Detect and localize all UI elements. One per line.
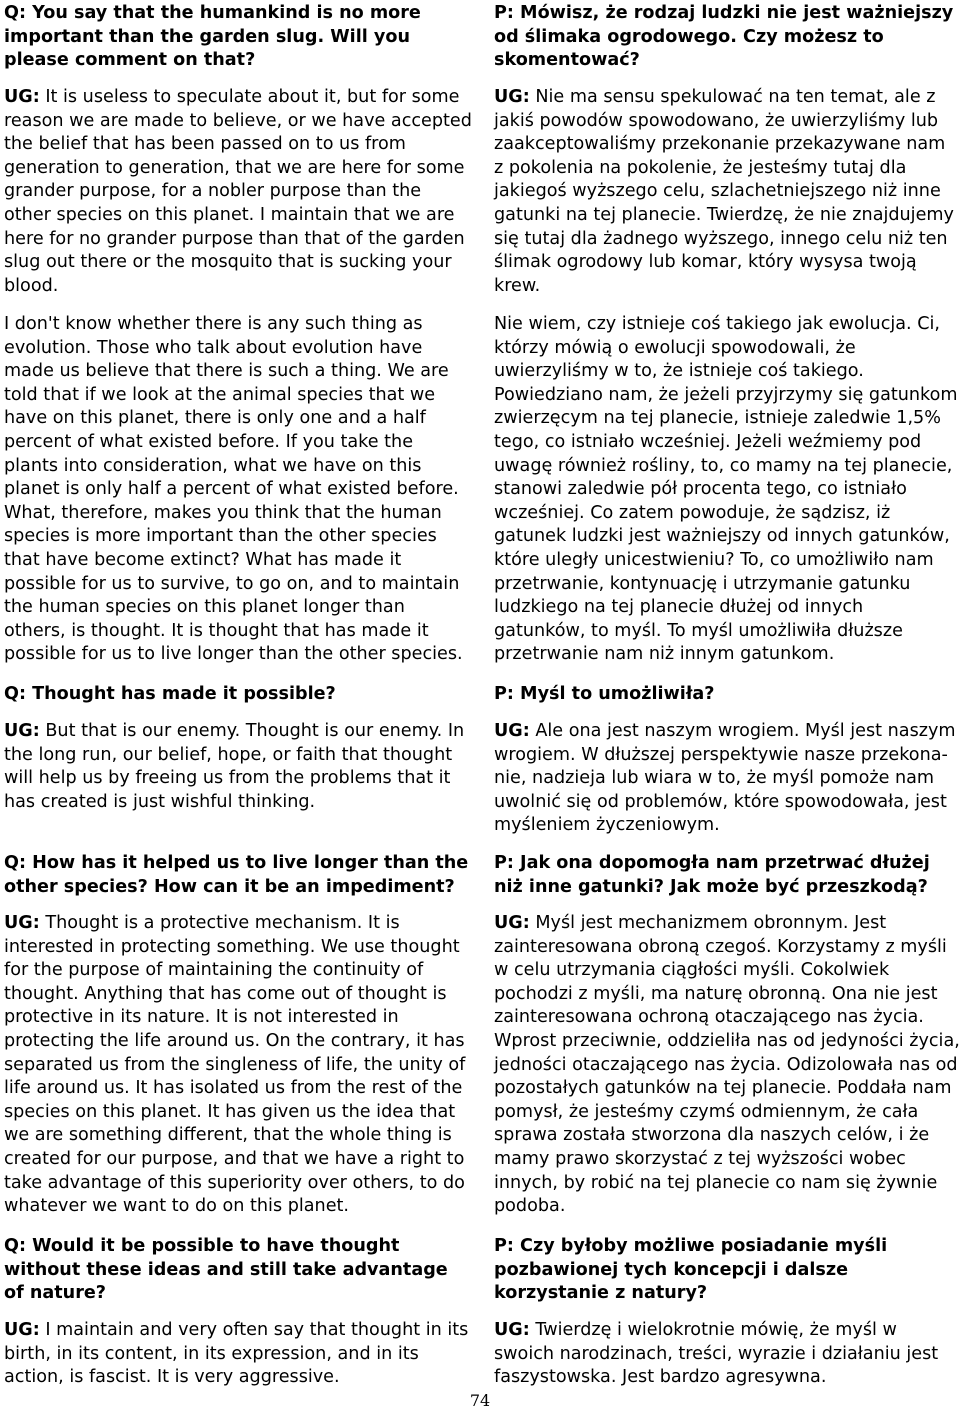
answer-text: Twierdzę i wielokrotnie mówię, że myśl w swoich narodzinach, treści, wyrazie i działaniu jest faszystowska. Jest bardzo agresywna. <box>494 1320 939 1388</box>
answer-3 <box>4 912 472 1219</box>
answer-1-continued: Nie wiem, czy istnieje coś takiego jak ewolucja. Ci, którzy mówią o ewolucji spowodowali, że uwierzyliśmy w to, że istnieje coś takiego. Powiedziano nam, że jeżeli przyjrzymy się gatunkom zwierzęcym na tej planecie, istnieje zaledwie 1,5% tego, co istniało wcześniej. Jeżeli weźmiemy pod uwagę również rośliny, to, co mamy na tej planecie, stanowi zaledwie pół procenta tego, co istniało wcześniej. Co zatem powoduje, że sądzisz, iż gatunek ludzki jest ważniejszy od innych gatunków, które uległy unicestwieniu? To, co umożliwiło nam przetrwanie, kontynuację i utrzymanie gatunku ludzkiego na tej planecie dłużej od innych gatunków, to myśl. To myśl umożliwiła dłuższe przetrwanie nam niż innym gatunkom. <box>494 314 958 665</box>
page-number: 74 <box>469 1391 491 1410</box>
speaker-label: UG: <box>494 87 530 107</box>
speaker-label: UG: <box>494 913 530 933</box>
answer-2 <box>4 720 472 814</box>
answer-text: Ale ona jest naszym wrogiem. Myśl jest naszym wrogiem. W dłuższej perspektywie nasze przekona-nie, nadzieja lub wiara w to, że myśl pomoże nam uwolnić się od problemów, które spowodowała, jest myśleniem życzeniowym. <box>494 721 956 836</box>
answer-text: I maintain and very often say that thought in its birth, in its content, in its expression, and in its action, is fascist. It is very aggressive. <box>4 1320 469 1388</box>
answer-text: Nie ma sensu spekulować na ten temat, ale z jakiś powodów spowodowano, że uwierzyliśmy lub zaakceptowaliśmy przekonanie przekazywane nam z pokolenia na pokolenie, że jesteśmy tutaj dla jakiegoś wyższego celu, szlachetniejszego niż inne gatunki na tej planecie. Twierdzę, że nie znajdujemy się tutaj dla żadnego wyższego, innego celu niż ten ślimak ogrodowy lub komar, który wysysa twoją krew. <box>494 87 954 296</box>
speaker-label: UG: <box>4 721 40 741</box>
speaker-label: UG: <box>494 721 530 741</box>
answer-text: But that is our enemy. Thought is our enemy. In the long run, our belief, hope, or faith that thought will help us by freeing us from the problems that it has created is just wishful thinking. <box>4 721 465 812</box>
question-4: Q: Would it be possible to have thought without these ideas and still take advantage of nature? <box>4 1236 448 1304</box>
question-2: Q: Thought has made it possible? <box>4 684 336 704</box>
answer-2 <box>494 720 960 838</box>
answer-text: Myśl jest mechanizmem obronnym. Jest zainteresowana obroną czegoś. Korzystamy z myśli w celu utrzymania ciągłości myśli. Cokolwiek pochodzi z myśli, ma naturę obronną. Ona nie jest zainteresowana ochroną otaczającego nas życia. Wprost przeciwnie, oddzieliła nas od jedyności życia, jedności otaczającego nas życia. Odizolowała nas od pozostałych gatunków na tej planecie. Poddała nam pomysł, że jesteśmy czymś odmiennym, że cała sprawa została stworzona dla naszych celów, i że mamy prawo skorzystać z tej wyższości wobec innych, by robić na tej planecie co nam się żywnie podoba. <box>494 913 960 1217</box>
speaker-label: UG: <box>494 1320 530 1340</box>
question-2: P: Myśl to umożliwiła? <box>494 684 715 704</box>
question-4: P: Czy byłoby możliwe posiadanie myśli pozbawionej tych koncepcji i dalsze korzystanie z natury? <box>494 1236 888 1304</box>
answer-4 <box>4 1319 472 1390</box>
answer-1 <box>4 86 472 298</box>
answer-1-continued: I don't know whether there is any such thing as evolution. Those who talk about evolution have made us believe that there is such a thing. We are told that if we look at the animal species that we have on this planet, there is only one and a half percent of what existed before. If you take the plants into consideration, what we have on this planet is only half a percent of what existed before. What, therefore, makes you think that the human species is more important than the other species that have become extinct? What has made it possible for us to survive, to go on, and to maintain the human species on this planet longer than others, is thought. It is thought that has made it possible for us to live longer than the other species. <box>4 314 463 665</box>
question-3: P: Jak ona dopomogła nam przetrwać dłużej niż inne gatunki? Jak może być przeszkodą? <box>494 853 930 897</box>
question-1: Q: You say that the humankind is no more important than the garden slug. Will you please comment on that? <box>4 3 421 71</box>
answer-3 <box>494 912 960 1219</box>
question-1: P: Mówisz, że rodzaj ludzki nie jest ważniejszy od ślimaka ogrodowego. Czy możesz to skomentować? <box>494 3 954 71</box>
answer-text: Thought is a protective mechanism. It is interested in protecting something. We use thought for the purpose of maintaining the continuity of thought. Anything that has come out of thought is protective in its nature. It is not interested in protecting the life around us. On the contrary, it has separated us from the singleness of life, the unity of life around us. It has isolated us from the rest of the species on this planet. It has given us the idea that we are something different, that the whole thing is created for our purpose, and that we have a right to take advantage of this superiority over others, to do whatever we want to do on this planet. <box>4 913 466 1217</box>
question-3: Q: How has it helped us to live longer than the other species? How can it be an impediment? <box>4 853 469 897</box>
speaker-label: UG: <box>4 87 40 107</box>
answer-1 <box>494 86 954 298</box>
answer-text: It is useless to speculate about it, but for some reason we are made to believe, or we have accepted the belief that has been passed on to us from generation to generation, that we are here for some grander purpose, for a nobler purpose than the other species on this planet. I maintain that we are here for no grander purpose than that of the garden slug out there or the mosquito that is sucking your blood. <box>4 87 472 296</box>
speaker-label: UG: <box>4 1320 40 1340</box>
speaker-label: UG: <box>4 913 40 933</box>
answer-4 <box>494 1319 954 1390</box>
